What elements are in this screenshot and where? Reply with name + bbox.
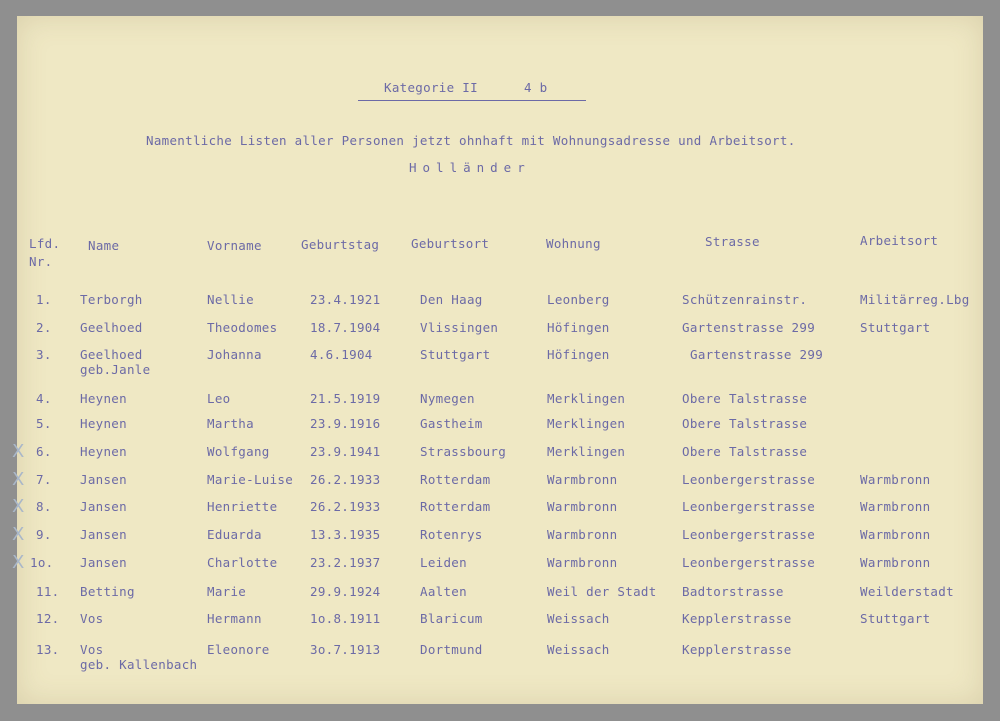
cell-wohnung: Leonberg [547,292,610,307]
document-subtitle: Namentliche Listen aller Personen jetzt ohnhaft mit Wohnungsadresse und Arbeitsort. [146,133,796,148]
cell-nr: 12. [36,611,60,626]
cell-vorname: Marie [207,584,247,599]
cell-vorname: Wolfgang [207,444,270,459]
check-mark-icon: X [12,496,25,517]
cell-geburtsort: Blaricum [420,611,483,626]
cell-vorname: Charlotte [207,555,278,570]
cell-vorname: Eduarda [207,527,262,542]
cell-wohnung: Weissach [547,611,610,626]
col-header-nr-line1: Lfd. [29,236,61,251]
cell-strasse: Kepplerstrasse [682,642,792,657]
cell-strasse: Leonbergerstrasse [682,555,816,570]
cell-arbeitsort: Militärreg.Lbg [860,292,970,307]
cell-vorname: Marie-Luise [207,472,294,487]
cell-wohnung: Warmbronn [547,499,618,514]
cell-geburtstag: 4.6.1904 [310,347,373,362]
cell-name: Jansen [80,555,127,570]
cell-vorname: Henriette [207,499,278,514]
cell-geburtsort: Vlissingen [420,320,499,335]
cell-geburtstag: 23.4.1921 [310,292,381,307]
cell-arbeitsort: Warmbronn [860,472,931,487]
cell-name: Betting [80,584,135,599]
cell-geburtsort: Leiden [420,555,467,570]
cell-geburtstag: 18.7.1904 [310,320,381,335]
cell-geburtsort: Strassbourg [420,444,507,459]
col-header-vorname: Vorname [207,238,262,253]
cell-strasse: Obere Talstrasse [682,444,808,459]
cell-nr: 1o. [30,555,54,570]
cell-name: Jansen [80,472,127,487]
cell-arbeitsort: Stuttgart [860,320,931,335]
cell-vorname: Theodomes [207,320,278,335]
cell-geburtstag: 26.2.1933 [310,472,381,487]
cell-strasse: Badtorstrasse [682,584,784,599]
cell-arbeitsort: Stuttgart [860,611,931,626]
cell-vorname: Leo [207,391,231,406]
cell-geburtstag: 3o.7.1913 [310,642,381,657]
cell-arbeitsort: Weilderstadt [860,584,954,599]
cell-wohnung: Warmbronn [547,472,618,487]
cell-birth-name: geb.Janle [80,362,151,377]
cell-geburtsort: Stuttgart [420,347,491,362]
category-label: Kategorie II [384,80,478,95]
check-mark-icon: X [12,441,25,462]
cell-vorname: Nellie [207,292,254,307]
cell-wohnung: Weil der Stadt [547,584,657,599]
cell-nr: 6. [36,444,52,459]
cell-vorname: Martha [207,416,254,431]
cell-name: Vos [80,642,104,657]
col-header-arbeitsort: Arbeitsort [860,233,939,248]
check-mark-icon: X [12,552,25,573]
cell-strasse: Leonbergerstrasse [682,527,816,542]
cell-nr: 11. [36,584,60,599]
document-sheet [17,16,983,704]
cell-strasse: Gartenstrasse 299 [682,320,816,335]
cell-geburtsort: Nymegen [420,391,475,406]
cell-geburtstag: 23.9.1916 [310,416,381,431]
col-header-nr-line2: Nr. [29,254,53,269]
cell-geburtstag: 1o.8.1911 [310,611,381,626]
cell-nr: 1. [36,292,52,307]
col-header-geburtsort: Geburtsort [411,236,490,251]
cell-strasse: Leonbergerstrasse [682,472,816,487]
cell-name: Geelhoed [80,320,143,335]
cell-name: Heynen [80,416,127,431]
cell-name: Jansen [80,499,127,514]
cell-wohnung: Merklingen [547,416,626,431]
cell-geburtstag: 21.5.1919 [310,391,381,406]
cell-wohnung: Höfingen [547,320,610,335]
cell-name: Heynen [80,444,127,459]
cell-name: Heynen [80,391,127,406]
cell-strasse: Schützenrainstr. [682,292,808,307]
cell-wohnung: Warmbronn [547,527,618,542]
cell-geburtstag: 23.2.1937 [310,555,381,570]
cell-geburtsort: Den Haag [420,292,483,307]
cell-strasse: Kepplerstrasse [682,611,792,626]
cell-vorname: Hermann [207,611,262,626]
col-header-name: Name [88,238,120,253]
cell-nr: 9. [36,527,52,542]
cell-geburtsort: Rotenrys [420,527,483,542]
cell-arbeitsort: Warmbronn [860,499,931,514]
cell-geburtsort: Aalten [420,584,467,599]
cell-wohnung: Merklingen [547,391,626,406]
category-heading [358,80,586,101]
cell-nr: 3. [36,347,52,362]
cell-arbeitsort: Warmbronn [860,555,931,570]
cell-geburtsort: Gastheim [420,416,483,431]
cell-name: Vos [80,611,104,626]
cell-name: Jansen [80,527,127,542]
check-mark-icon: X [12,469,25,490]
cell-geburtsort: Rotterdam [420,472,491,487]
cell-arbeitsort: Warmbronn [860,527,931,542]
cell-vorname: Johanna [207,347,262,362]
cell-birth-name: geb. Kallenbach [80,657,198,672]
cell-wohnung: Höfingen [547,347,610,362]
cell-geburtstag: 29.9.1924 [310,584,381,599]
cell-geburtsort: Rotterdam [420,499,491,514]
check-mark-icon: X [12,524,25,545]
cell-name: Terborgh [80,292,143,307]
cell-strasse: Leonbergerstrasse [682,499,816,514]
cell-nr: 13. [36,642,60,657]
nationality-heading: Holländer [409,160,531,175]
cell-strasse: Gartenstrasse 299 [690,347,824,362]
cell-nr: 2. [36,320,52,335]
col-header-geburtstag: Geburtstag [301,237,380,252]
cell-wohnung: Warmbronn [547,555,618,570]
cell-vorname: Eleonore [207,642,270,657]
cell-wohnung: Merklingen [547,444,626,459]
col-header-wohnung: Wohnung [546,236,601,251]
category-code: 4 b [524,80,548,95]
cell-geburtstag: 23.9.1941 [310,444,381,459]
cell-nr: 4. [36,391,52,406]
col-header-strasse: Strasse [705,234,760,249]
faint-stamp [862,620,962,700]
cell-nr: 8. [36,499,52,514]
cell-nr: 7. [36,472,52,487]
cell-geburtsort: Dortmund [420,642,483,657]
cell-name: Geelhoed [80,347,143,362]
cell-geburtstag: 26.2.1933 [310,499,381,514]
cell-geburtstag: 13.3.1935 [310,527,381,542]
cell-nr: 5. [36,416,52,431]
cell-strasse: Obere Talstrasse [682,391,808,406]
cell-wohnung: Weissach [547,642,610,657]
cell-strasse: Obere Talstrasse [682,416,808,431]
